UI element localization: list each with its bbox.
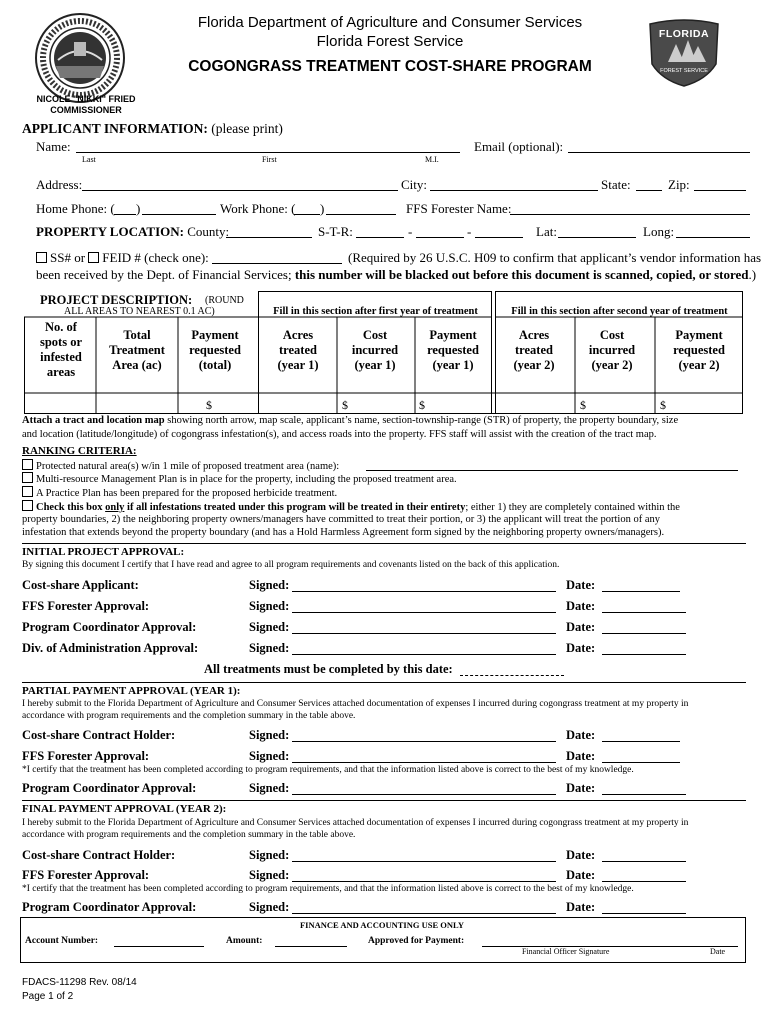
account-number-field[interactable] [114, 946, 204, 947]
received-note-line: been received by the Dept. of Financial Services; this number will be blacked out before this document is scanned, copied, or stored.) [36, 267, 757, 282]
ranking-item-1: Protected natural area(s) w/in 1 mile of proposed treatment area (name): [22, 459, 339, 473]
divider-final [22, 800, 746, 801]
partial-holder-date-field[interactable] [602, 741, 680, 742]
ssn-checkbox[interactable] [36, 252, 47, 263]
commissioner-name: NICOLE "NIKKI" FRIED [36, 94, 136, 104]
department-name: Florida Department of Agriculture and Consumer Services [197, 14, 583, 31]
city-field[interactable] [430, 190, 598, 191]
name-field[interactable] [76, 152, 460, 153]
col-payment-y2: Payment requested (year 2) [673, 328, 725, 372]
address-label: Address: [36, 177, 83, 192]
home-phone-field[interactable] [142, 214, 216, 215]
sig-row-administration: Div. of Administration Approval: Signed: Date: [22, 641, 596, 655]
dollar-payment-y2: $ [660, 398, 666, 412]
project-description-heading: PROJECT DESCRIPTION: [40, 293, 193, 307]
year2-header: Fill in this section after second year of treatment [511, 306, 728, 317]
final-holder-date-field[interactable] [602, 861, 686, 862]
partial-sig-row-holder: Cost-share Contract Holder: Signed: Date: [22, 728, 596, 742]
ranking-item-4: Check this box only if all infestations treated under this program will be treated in their entirety; either 1) they are completely contained within the [22, 500, 680, 514]
partial-approval-heading: PARTIAL PAYMENT APPROVAL (YEAR 1): [22, 685, 241, 697]
home-phone-paren: ) [136, 201, 141, 216]
initial-statement: By signing this document I certify that I have read and agree to all program requirements and covenants listed on the back of this application. [22, 560, 560, 570]
ranking-checkbox-1[interactable] [22, 459, 33, 470]
form-number: FDACS-11298 Rev. 08/14 [22, 977, 137, 988]
final-approval-heading: FINAL PAYMENT APPROVAL (YEAR 2): [22, 803, 227, 815]
attach-map-note-2: and location (latitude/longitude) of cogongrass infestation(s), and access roads into the property. FFS staff will assist with the creation of the tract map. [22, 429, 657, 440]
amount-label: Amount: [226, 936, 263, 946]
dollar-cost-y2: $ [580, 398, 586, 412]
completion-deadline-label: All treatments must be completed by this date: [204, 662, 453, 676]
work-phone-label: Work Phone: ( [220, 201, 296, 216]
required-note: (Required by 26 U.S.C. H09 to confirm that applicant’s vendor information has [348, 250, 762, 265]
ranking-item-2: Multi-resource Management Plan is in place for the property, including the proposed treatment area. [22, 472, 457, 486]
partial-certify-note: *I certify that the treatment has been completed according to program requirements, and that the information listed above is correct to the best of my knowledge. [22, 765, 634, 775]
attach-map-note: Attach a tract and location map showing north arrow, map scale, applicant’s name, section-township-range (STR) of property, the property boundary, size [22, 415, 679, 426]
ranking-checkbox-2[interactable] [22, 472, 33, 483]
final-statement-2: accordance with program requirements and the completion summary in the table above. [22, 830, 356, 840]
final-sig-row-holder: Cost-share Contract Holder: Signed: Date: [22, 848, 596, 862]
ranking-item-3: A Practice Plan has been prepared for the proposed herbicide treatment. [22, 486, 337, 500]
final-statement-1: I hereby submit to the Florida Department of Agriculture and Consumer Services attached documentation of expenses I incurred during cogongrass treatment at my property in [22, 818, 689, 828]
dollar-cost-y1: $ [342, 398, 348, 412]
round-note: (ROUND [205, 295, 244, 306]
name-sub-first: First [262, 155, 277, 164]
col-cost-y1: Cost incurred (year 1) [351, 328, 399, 372]
forester-name-field[interactable] [510, 214, 750, 215]
round-note-2: ALL AREAS TO NEAREST 0.1 AC) [64, 306, 215, 317]
state-label: State: [601, 177, 631, 192]
sig-row-forester: FFS Forester Approval: Signed: Date: [22, 599, 596, 613]
sig-row-coordinator: Program Coordinator Approval: Signed: Date: [22, 620, 596, 634]
divider-initial [22, 543, 746, 544]
ranking-item-4-line-2: property boundaries, 2) the neighboring property owners/managers have committed to treat their portion, or 3) the applicant will treat the portion of any [22, 514, 660, 525]
lat-field[interactable] [558, 237, 636, 238]
initial-approval-heading: INITIAL PROJECT APPROVAL: [22, 546, 185, 558]
administration-date-field[interactable] [602, 654, 686, 655]
name-sub-last: Last [82, 155, 96, 164]
badge-title: FLORIDA [658, 28, 710, 40]
final-certify-note: *I certify that the treatment has been completed according to program requirements, and that the information listed above is correct to the best of my knowledge. [22, 884, 634, 894]
zip-label: Zip: [668, 177, 690, 192]
badge-subtitle: FOREST SERVICE [660, 68, 708, 74]
home-phone-label: Home Phone: ( [36, 201, 115, 216]
final-forester-signature-field[interactable] [292, 881, 556, 882]
address-field[interactable] [82, 190, 398, 191]
name-sub-mi: M.I. [425, 155, 439, 164]
approved-for-payment-field[interactable] [482, 946, 738, 947]
partial-sig-row-forester: FFS Forester Approval: Signed: Date: [22, 749, 596, 763]
work-phone-field[interactable] [326, 214, 396, 215]
completion-deadline-field[interactable] [460, 675, 564, 676]
final-coordinator-signature-field[interactable] [292, 913, 556, 914]
service-name: Florida Forest Service [316, 33, 464, 50]
forester-signature-field[interactable] [292, 612, 556, 613]
home-phone-area-field[interactable] [114, 214, 136, 215]
zip-field[interactable] [694, 190, 746, 191]
str-section-field[interactable] [356, 237, 404, 238]
forester-date-field[interactable] [602, 612, 686, 613]
long-label: Long: [643, 224, 675, 239]
col-payment-total: Payment requested (total) [189, 328, 241, 372]
final-sig-row-forester: FFS Forester Approval: Signed: Date: [22, 868, 596, 882]
col-acres-y2: Acres treated (year 2) [513, 328, 555, 372]
administration-signature-field[interactable] [292, 654, 556, 655]
work-phone-paren: ) [320, 201, 325, 216]
ssn-feid-row: SS# or FEID # (check one): [36, 250, 209, 266]
partial-sig-row-coordinator: Program Coordinator Approval: Signed: Date: [22, 781, 596, 795]
partial-holder-signature-field[interactable] [292, 741, 556, 742]
partial-forester-date-field[interactable] [602, 762, 680, 763]
sig-row-applicant: Cost-share Applicant: Signed: Date: [22, 578, 596, 592]
partial-forester-signature-field[interactable] [292, 762, 556, 763]
applicant-heading: APPLICANT INFORMATION: (please print) [22, 121, 283, 136]
natural-area-name-field[interactable] [366, 470, 738, 471]
page-number: Page 1 of 2 [22, 991, 74, 1002]
ssn-feid-field[interactable] [212, 263, 342, 264]
ranking-item-4-line-3: infestation that extends beyond the property boundary (and has a Hold Harmless Agreement form signed by the neighboring property owners/managers). [22, 527, 665, 538]
amount-field[interactable] [275, 946, 347, 947]
year1-header: Fill in this section after first year of treatment [273, 306, 478, 317]
final-coordinator-date-field[interactable] [602, 913, 686, 914]
account-number-label: Account Number: [25, 936, 99, 946]
applicant-signature-field[interactable] [292, 591, 556, 592]
forest-service-badge [646, 18, 722, 88]
long-field[interactable] [676, 237, 750, 238]
final-forester-date-field[interactable] [602, 881, 686, 882]
str-township-field[interactable] [416, 237, 464, 238]
accounting-heading: FINANCE AND ACCOUNTING USE ONLY [299, 920, 465, 930]
partial-coordinator-date-field[interactable] [602, 794, 686, 795]
forester-name-label: FFS Forester Name: [406, 201, 512, 216]
ranking-heading: RANKING CRITERIA: [22, 445, 137, 457]
email-label: Email (optional): [474, 139, 564, 154]
divider-partial [22, 682, 746, 683]
coordinator-signature-field[interactable] [292, 633, 556, 634]
state-field[interactable] [636, 190, 662, 191]
approved-for-payment-label: Approved for Payment: [368, 936, 465, 946]
county-field[interactable] [226, 237, 312, 238]
final-holder-signature-field[interactable] [292, 861, 556, 862]
property-location-label: PROPERTY LOCATION: [36, 224, 184, 239]
financial-officer-signature-caption: Financial Officer Signature [522, 947, 610, 956]
col-total-area: Total Treatment Area (ac) [109, 328, 165, 372]
col-acres-y1: Acres treated (year 1) [277, 328, 319, 372]
email-field[interactable] [568, 152, 750, 153]
program-title: COGONGRASS TREATMENT COST-SHARE PROGRAM [188, 58, 592, 75]
ranking-checkbox-4[interactable] [22, 500, 33, 511]
coordinator-date-field[interactable] [602, 633, 686, 634]
partial-statement-2: accordance with program requirements and the completion summary in the table above. [22, 711, 356, 721]
col-spots: No. of spots or infested areas [39, 320, 83, 379]
city-label: City: [401, 177, 428, 192]
work-phone-area-field[interactable] [294, 214, 320, 215]
col-cost-y2: Cost incurred (year 2) [588, 328, 636, 372]
partial-coordinator-signature-field[interactable] [292, 794, 556, 795]
county-label: County: [187, 224, 230, 239]
applicant-date-field[interactable] [602, 591, 680, 592]
partial-statement-1: I hereby submit to the Florida Department of Agriculture and Consumer Services attached documentation of expenses I incurred during cogongrass treatment at my property in [22, 699, 689, 709]
dollar-payment-y1: $ [419, 398, 425, 412]
feid-checkbox[interactable] [88, 252, 99, 263]
ranking-checkbox-3[interactable] [22, 486, 33, 497]
final-sig-row-coordinator: Program Coordinator Approval: Signed: Date: [22, 900, 596, 914]
dollar-payment-total: $ [206, 398, 212, 412]
lat-label: Lat: [536, 224, 557, 239]
name-label: Name: [36, 139, 71, 154]
commissioner-title: COMMISSIONER [50, 105, 122, 115]
str-dash-2: - [467, 224, 472, 239]
str-range-field[interactable] [475, 237, 523, 238]
col-payment-y1: Payment requested (year 1) [427, 328, 479, 372]
fdacs-seal [34, 12, 126, 104]
financial-officer-date-caption: Date [710, 947, 726, 956]
property-location-row [36, 224, 229, 240]
str-dash-1: - [408, 224, 413, 239]
str-label: S-T-R: [318, 224, 353, 239]
